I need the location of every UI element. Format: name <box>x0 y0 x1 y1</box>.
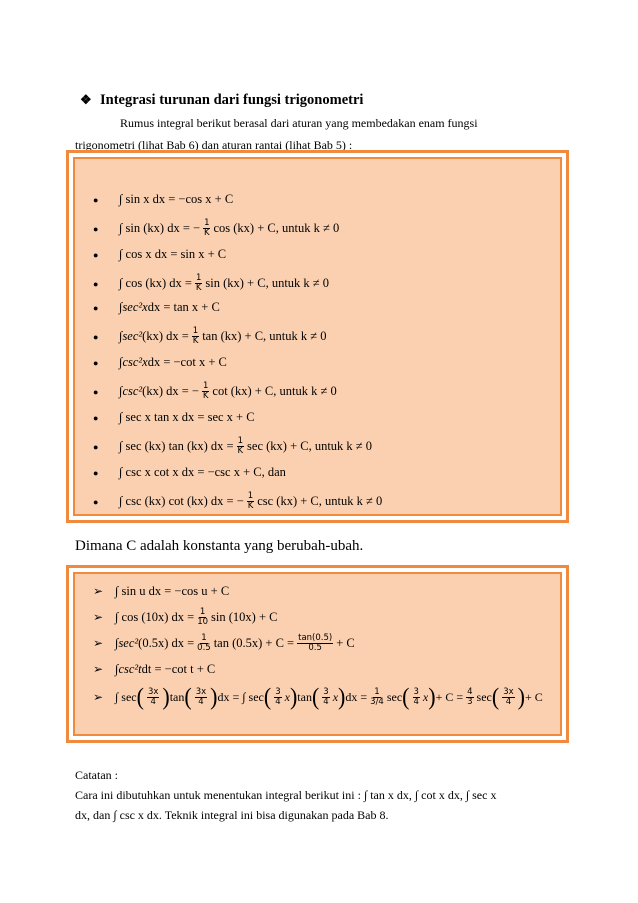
numerator: 1 <box>201 633 207 643</box>
fraction <box>413 688 420 707</box>
numerator: 3x <box>195 686 207 697</box>
fraction <box>195 688 207 707</box>
formula-text: dx = tan x + C <box>147 300 220 314</box>
formula-item <box>93 219 339 238</box>
formula-item <box>93 192 233 207</box>
left-paren: ( <box>402 682 410 711</box>
left-paren: ( <box>311 682 320 711</box>
formula-term: csc² <box>122 384 143 398</box>
numerator: 1 <box>247 491 254 501</box>
numerator: 1 <box>374 686 380 697</box>
example-text: dx = ∫ sec <box>217 689 264 704</box>
arrow-bullet-icon: ➢ <box>93 610 104 624</box>
fraction <box>195 274 202 293</box>
numerator: 1 <box>192 326 199 336</box>
example-text: dt = −cot t + C <box>141 662 216 676</box>
formula-text: cos (kx) + C, untuk k ≠ 0 <box>213 221 340 235</box>
numerator: 4 <box>467 686 473 697</box>
example-item <box>93 662 215 677</box>
denominator: 4 <box>505 696 512 707</box>
formula-text: sec (kx) + C, untuk k ≠ 0 <box>247 439 373 453</box>
denominator: K <box>203 228 210 238</box>
right-paren: ) <box>210 682 218 711</box>
fraction <box>322 688 329 707</box>
fraction <box>370 688 384 707</box>
bullet-icon: ● <box>93 467 99 478</box>
denominator: 4 <box>150 696 156 707</box>
denominator: 0.5 <box>308 643 322 653</box>
formula-text: ∫ <box>119 300 123 314</box>
formula-list <box>73 157 562 516</box>
numerator: tan(0.5) <box>298 633 333 643</box>
right-paren: ) <box>289 682 298 711</box>
denominator: 3/4 <box>370 696 384 707</box>
formula-box <box>66 150 569 523</box>
note-label: Catatan : <box>75 768 118 782</box>
denominator: 4 <box>323 696 329 707</box>
formula-item <box>93 327 327 346</box>
example-text: ∫ sec <box>115 689 137 704</box>
formula-text: ∫ cos x dx = sin x + C <box>119 247 227 261</box>
denominator: 4 <box>198 696 204 707</box>
formula-term: sec²x <box>122 300 148 314</box>
left-paren: ( <box>263 682 272 711</box>
denominator: K <box>195 283 202 293</box>
formula-text: sin (kx) + C, untuk k ≠ 0 <box>205 276 330 290</box>
formula-text: tan (kx) + C, untuk k ≠ 0 <box>202 329 327 343</box>
parenthesis-group <box>311 682 346 711</box>
numerator: 1 <box>237 436 244 446</box>
example-text: tan <box>297 689 312 704</box>
left-paren: ( <box>491 682 500 711</box>
arrow-bullet-icon: ➢ <box>93 636 104 650</box>
fraction <box>502 688 514 707</box>
formula-text: ∫ sin (kx) dx = − <box>119 221 201 235</box>
bullet-icon: ● <box>93 223 99 234</box>
example-item <box>93 634 355 653</box>
bullet-icon: ● <box>93 412 99 423</box>
parenthesis-group <box>263 682 298 711</box>
fraction <box>466 688 473 707</box>
bullet-icon: ● <box>93 386 99 397</box>
formula-item <box>93 247 226 262</box>
fraction <box>192 327 199 346</box>
example-text: sec <box>476 689 492 704</box>
numerator: 1 <box>202 381 209 391</box>
note-line-2: dx, dan ∫ csc x dx. Teknik integral ini bisa digunakan pada Bab 8. <box>75 808 389 822</box>
right-paren: ) <box>517 682 525 711</box>
variable: x <box>422 689 429 704</box>
formula-item <box>93 492 382 511</box>
example-text: ∫ sin u dx = −cos u + C <box>115 584 230 598</box>
parenthesis-group <box>402 682 436 711</box>
example-text: + C <box>336 636 355 650</box>
fraction <box>203 219 210 238</box>
right-paren: ) <box>428 682 436 711</box>
formula-text: (kx) dx = <box>142 329 189 343</box>
section-heading <box>80 92 363 109</box>
formula-text: dx = −cot x + C <box>147 355 227 369</box>
example-text: ∫ <box>115 662 119 676</box>
example-text: sec <box>386 689 403 704</box>
numerator: 1 <box>195 273 202 283</box>
bullet-icon: ● <box>93 249 99 260</box>
bullet-icon: ● <box>93 357 99 368</box>
intro-line-1: Rumus integral berikut berasal dari aturan yang membedakan enam fungsi <box>120 116 478 130</box>
heading-text: Integrasi turunan dari fungsi trigonometri <box>100 92 364 108</box>
numerator: 1 <box>204 218 210 228</box>
formula-item <box>93 274 329 293</box>
numerator: 3 <box>413 686 419 697</box>
denominator: K <box>192 336 199 346</box>
example-text: tan <box>169 689 185 704</box>
bullet-icon: ● <box>93 302 99 313</box>
example-item <box>93 682 543 711</box>
formula-text: (kx) dx = − <box>142 384 199 398</box>
fraction <box>237 437 244 456</box>
fraction <box>147 688 159 707</box>
arrow-bullet-icon: ➢ <box>93 689 104 704</box>
example-text: ∫ <box>115 636 119 650</box>
parenthesis-group <box>184 682 218 711</box>
arrow-bullet-icon: ➢ <box>93 662 104 676</box>
denominator: 3 <box>467 696 473 707</box>
fraction <box>297 634 333 653</box>
formula-item <box>93 300 220 315</box>
denominator: K <box>247 501 254 511</box>
formula-text: ∫ csc x cot x dx = −csc x + C, dan <box>119 465 286 479</box>
formula-text: ∫ sec (kx) tan (kx) dx = <box>119 439 234 453</box>
example-item <box>93 608 277 627</box>
bullet-icon: ● <box>93 194 99 205</box>
numerator: 3x <box>147 686 159 697</box>
fraction <box>247 492 254 511</box>
example-text: tan (0.5x) + C = <box>213 636 295 650</box>
intro-line-2: trigonometri (lihat Bab 6) dan aturan rantai (lihat Bab 5) : <box>75 138 353 152</box>
numerator: 1 <box>199 607 206 617</box>
denominator: 10 <box>197 617 209 627</box>
formula-term: sec² <box>122 329 143 343</box>
fraction <box>197 608 208 627</box>
formula-text: ∫ csc (kx) cot (kx) dx = − <box>119 494 244 508</box>
numerator: 3x <box>503 686 514 697</box>
note-section <box>75 765 565 825</box>
right-paren: ) <box>338 682 346 711</box>
formula-text: ∫ sec x tan x dx = sec x + C <box>119 410 255 424</box>
example-item <box>93 584 229 599</box>
formula-term: csc²x <box>122 355 148 369</box>
formula-text: ∫ sin x dx = −cos x + C <box>119 192 234 206</box>
sec-squared: sec² <box>118 636 139 650</box>
example-text: (0.5x) dx = <box>138 636 195 650</box>
formula-item <box>93 437 372 456</box>
fraction <box>197 634 211 653</box>
arrow-bullet-icon: ➢ <box>93 584 104 598</box>
denominator: K <box>237 446 244 456</box>
left-paren: ( <box>136 682 144 711</box>
left-paren: ( <box>184 682 192 711</box>
denominator: 4 <box>275 696 281 707</box>
parenthesis-group <box>136 682 170 711</box>
variable: x <box>284 689 290 704</box>
denominator: 4 <box>413 696 419 707</box>
examples-box <box>66 565 569 743</box>
formula-text: ∫ <box>119 329 123 343</box>
numerator: 3 <box>275 686 281 697</box>
csc-squared: csc²t <box>118 662 142 676</box>
parenthesis-group <box>491 682 525 711</box>
example-text: + C = <box>435 689 464 704</box>
note-line-1: Cara ini dibutuhkan untuk menentukan integral berikut ini : ∫ tan x dx, ∫ cot x dx, ∫ sec x <box>75 788 497 802</box>
formula-item <box>93 382 337 401</box>
bullet-icon: ● <box>93 278 99 289</box>
formula-text: ∫ <box>119 355 123 369</box>
example-text: ∫ cos (10x) dx = <box>115 610 195 624</box>
fraction <box>202 382 209 401</box>
diamond-bullet-icon: ❖ <box>80 92 92 107</box>
right-paren: ) <box>162 682 170 711</box>
denominator: 0.5 <box>197 643 211 653</box>
constant-note: Dimana C adalah konstanta yang berubah-ubah. <box>75 538 364 554</box>
formula-text: csc (kx) + C, untuk k ≠ 0 <box>257 494 383 508</box>
example-text: dx = <box>345 689 368 704</box>
examples-list <box>73 572 562 736</box>
variable: x <box>332 689 339 704</box>
example-text: + C <box>524 689 543 704</box>
formula-item <box>93 355 227 370</box>
bullet-icon: ● <box>93 441 99 452</box>
example-text: sin (10x) + C <box>211 610 278 624</box>
formula-text: ∫ <box>119 384 123 398</box>
formula-text: cot (kx) + C, untuk k ≠ 0 <box>212 384 337 398</box>
bullet-icon: ● <box>93 331 99 342</box>
fraction <box>274 688 281 707</box>
numerator: 3 <box>323 686 329 697</box>
formula-item <box>93 410 255 425</box>
formula-text: ∫ cos (kx) dx = <box>119 276 192 290</box>
denominator: K <box>202 391 209 401</box>
formula-item <box>93 465 286 480</box>
bullet-icon: ● <box>93 496 99 507</box>
